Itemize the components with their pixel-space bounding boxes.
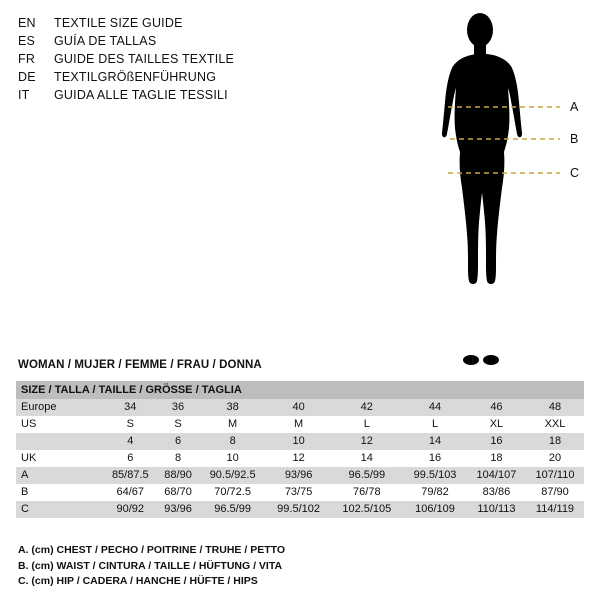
cell: L (330, 416, 403, 433)
legend-line-a: A. (cm) CHEST / PECHO / POITRINE / TRUHE / PETTO (18, 544, 286, 556)
language-row (18, 16, 348, 34)
cell: 90.5/92.5 (199, 467, 267, 484)
row-label: B (16, 484, 103, 501)
cell: XXL (526, 416, 584, 433)
cell: S (103, 416, 158, 433)
cell: 107/110 (526, 467, 584, 484)
size-table (16, 381, 584, 518)
section-title: WOMAN / MUJER / FEMME / FRAU / DONNA (18, 359, 262, 371)
cell: 40 (267, 399, 331, 416)
cell: 6 (103, 450, 158, 467)
language-row (18, 88, 348, 106)
cell: 48 (526, 399, 584, 416)
cell: 76/78 (330, 484, 403, 501)
table-row (16, 484, 584, 501)
table-row (16, 450, 584, 467)
table-row (16, 416, 584, 433)
cell: 99.5/103 (403, 467, 467, 484)
cell: 14 (403, 433, 467, 450)
language-code: FR (18, 52, 36, 66)
table-row (16, 467, 584, 484)
marker-label-a: A (570, 100, 579, 114)
cell: 64/67 (103, 484, 158, 501)
woman-silhouette-icon (400, 8, 590, 373)
cell: 12 (267, 450, 331, 467)
language-row (18, 34, 348, 52)
row-label: C (16, 501, 103, 518)
row-label: US (16, 416, 103, 433)
cell: 4 (103, 433, 158, 450)
cell: 93/96 (158, 501, 199, 518)
row-label: UK (16, 450, 103, 467)
cell: 79/82 (403, 484, 467, 501)
table-row (16, 501, 584, 518)
cell: 38 (199, 399, 267, 416)
cell: 88/90 (158, 467, 199, 484)
table-header-label: SIZE / TALLA / TAILLE / GRÖSSE / TAGLIA (16, 381, 584, 399)
marker-label-c: C (570, 166, 580, 180)
measurement-legend (18, 543, 285, 590)
cell: 44 (403, 399, 467, 416)
cell: 90/92 (103, 501, 158, 518)
cell: 12 (330, 433, 403, 450)
cell: 18 (526, 433, 584, 450)
cell: 104/107 (467, 467, 526, 484)
row-label: Europe (16, 399, 103, 416)
language-code: EN (18, 16, 36, 30)
language-row (18, 70, 348, 88)
cell: 42 (330, 399, 403, 416)
cell: 99.5/102 (267, 501, 331, 518)
legend-line-c: C. (cm) HIP / CADERA / HANCHE / HÜFTE / HIPS (18, 575, 258, 587)
row-label (16, 433, 103, 450)
language-header (18, 16, 348, 106)
cell: 46 (467, 399, 526, 416)
table-row (16, 399, 584, 416)
cell: 114/119 (526, 501, 584, 518)
language-title: GUIDE DES TAILLES TEXTILE (54, 52, 235, 66)
cell: 68/70 (158, 484, 199, 501)
cell: M (267, 416, 331, 433)
cell: L (403, 416, 467, 433)
cell: 83/86 (467, 484, 526, 501)
language-title: GUIDA ALLE TAGLIE TESSILI (54, 88, 228, 102)
cell: 10 (199, 450, 267, 467)
cell: 102.5/105 (330, 501, 403, 518)
language-title: GUÍA DE TALLAS (54, 34, 157, 48)
cell: 6 (158, 433, 199, 450)
legend-line-b: B. (cm) WAIST / CINTURA / TAILLE / HÜFTUNG / VITA (18, 559, 283, 572)
cell: S (158, 416, 199, 433)
cell: 18 (467, 450, 526, 467)
cell: 8 (158, 450, 199, 467)
cell: 16 (467, 433, 526, 450)
row-label: A (16, 467, 103, 484)
cell: 8 (199, 433, 267, 450)
language-code: DE (18, 70, 36, 84)
cell: 106/109 (403, 501, 467, 518)
female-body-figure (400, 8, 590, 373)
cell: 36 (158, 399, 199, 416)
cell: 73/75 (267, 484, 331, 501)
marker-label-b: B (570, 132, 579, 146)
language-title: TEXTILGRÖßENFÜHRUNG (54, 70, 217, 84)
cell: 110/113 (467, 501, 526, 518)
cell: 93/96 (267, 467, 331, 484)
cell: M (199, 416, 267, 433)
cell: 70/72.5 (199, 484, 267, 501)
cell: 14 (330, 450, 403, 467)
language-code: ES (18, 34, 36, 48)
language-title: TEXTILE SIZE GUIDE (54, 16, 183, 30)
cell: 96.5/99 (199, 501, 267, 518)
table-header-row (16, 381, 584, 399)
cell: 96.5/99 (330, 467, 403, 484)
cell: 85/87.5 (103, 467, 158, 484)
cell: 87/90 (526, 484, 584, 501)
cell: XL (467, 416, 526, 433)
cell: 20 (526, 450, 584, 467)
cell: 10 (267, 433, 331, 450)
language-code: IT (18, 88, 30, 102)
cell: 16 (403, 450, 467, 467)
language-row (18, 52, 348, 70)
table-row (16, 433, 584, 450)
cell: 34 (103, 399, 158, 416)
